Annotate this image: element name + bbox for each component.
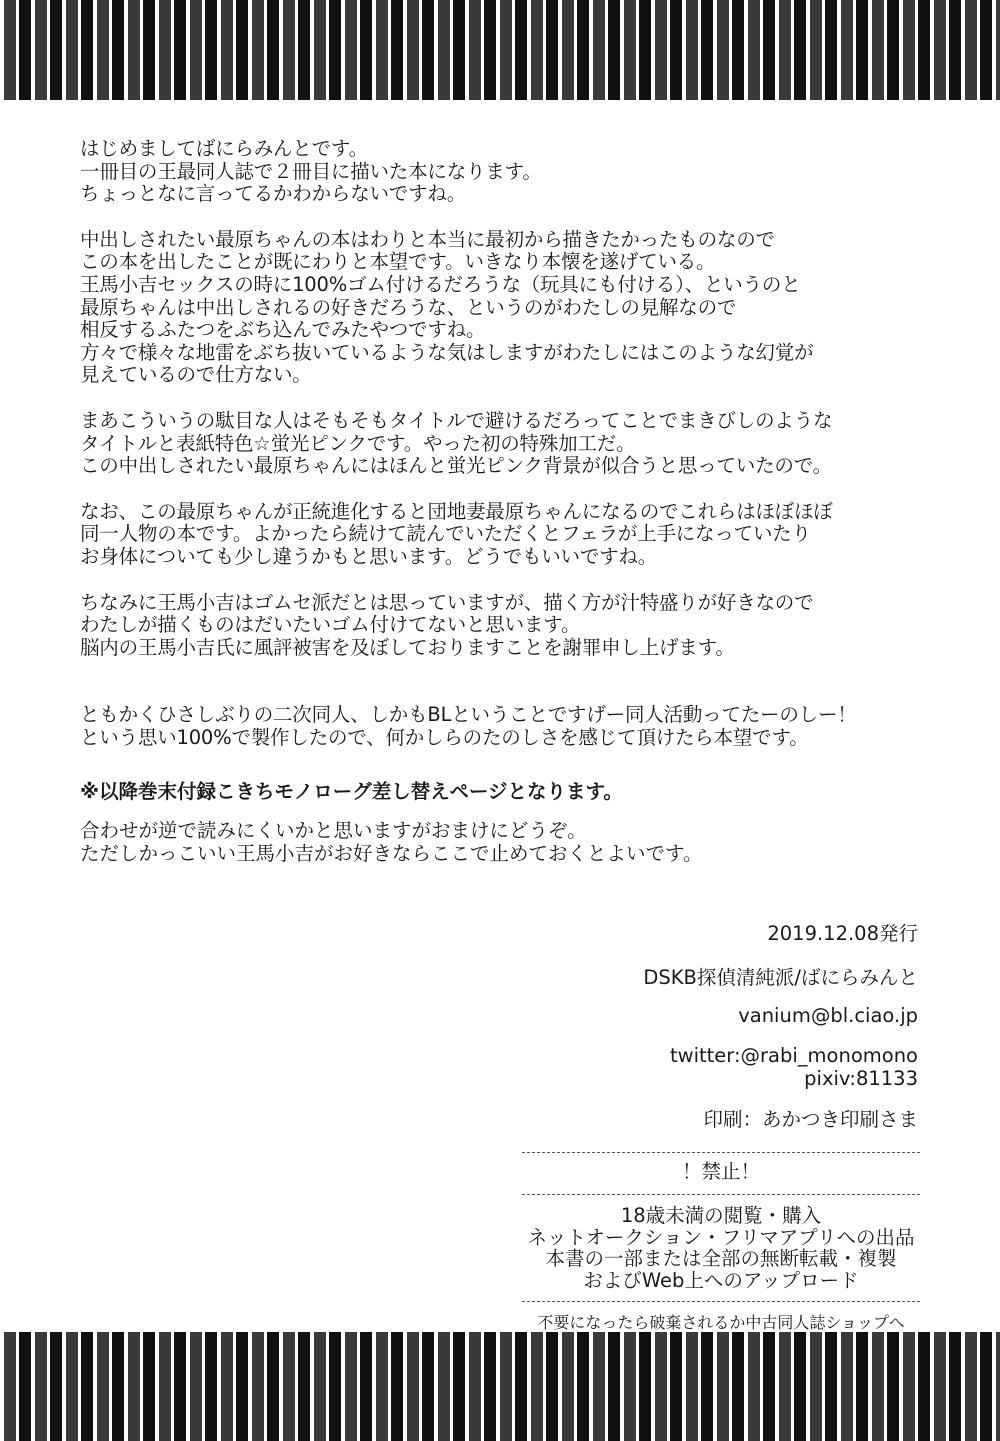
dashed-divider xyxy=(522,1194,920,1195)
text-line: ちなみに王馬小吉はゴムセ派だとは思っていますが、描く方が汁特盛りが好きなので xyxy=(80,590,814,614)
text-line: 合わせが逆で読みにくいかと思いますがおまけにどうぞ。 xyxy=(80,819,587,842)
dashed-divider xyxy=(522,1301,920,1302)
text-line: ただしかっこいい王馬小吉がお好きならここで止めておくとよいです。 xyxy=(80,841,703,865)
top-stripe-border xyxy=(0,0,1000,100)
prohibition-notice xyxy=(522,1152,920,1333)
text-line: わたしが描くものはだいたいゴム付けてないと思います。 xyxy=(80,613,581,637)
list-item: 18歳未満の閲覧・購入 xyxy=(620,1204,822,1227)
bottom-stripe-border xyxy=(0,1332,1000,1441)
pixiv-id: pixiv:81133 xyxy=(804,1067,918,1090)
list-item: およびWeb上へのアップロード xyxy=(583,1268,859,1292)
afterword-body xyxy=(80,138,930,772)
prohibition-title: ！禁止！ xyxy=(681,1160,760,1183)
paragraph-motivation xyxy=(80,229,930,387)
text-line: 同一人物の本です。よかったら続けて読んでいただくとフェラが上手になっていたり xyxy=(80,522,811,546)
list-item: ネットオークション・フリマアプリへの出品 xyxy=(527,1225,915,1249)
paragraph-cover xyxy=(80,410,930,478)
contact-email: vanium@bl.ciao.jp xyxy=(738,1004,918,1027)
dashed-divider xyxy=(522,1152,920,1153)
text-line: 最原ちゃんは中出しされるの好きだろうな、というのがわたしの見解なので xyxy=(80,295,737,319)
text-line: はじめましてばにらみんとです。 xyxy=(80,137,368,160)
text-line: ともかくひさしぶりの二次同人、しかもBLということですげー同人活動ってたーのしー！ xyxy=(80,703,857,727)
text-line: 王馬小吉セックスの時に100%ゴム付けるだろうな（玩具にも付ける）、というのと xyxy=(80,272,801,296)
paragraph-related xyxy=(80,501,930,569)
text-line: 方々で様々な地雷をぶち抜いているような気はしますがわたしにはこのような幻覚が xyxy=(80,340,814,364)
publication-date: 2019.12.08発行 xyxy=(767,922,918,945)
text-line: なお、この最原ちゃんが正統進化すると団地妻最原ちゃんになるのでこれらはほぼほぼ xyxy=(80,499,833,523)
text-line: 脳内の王馬小吉氏に風評被害を及ぼしておりますことを謝罪申し上げます。 xyxy=(80,635,735,659)
text-line: ちょっとなに言ってるかわからないですね。 xyxy=(80,182,467,206)
printer-credit: 印刷：あかつき印刷さま xyxy=(703,1108,918,1131)
text-line: この本を出したことが既にわりと本望です。いきなり本懐を遂げている。 xyxy=(80,250,716,274)
text-line: タイトルと表紙特色☆蛍光ピンクです。やった初の特殊加工だ。 xyxy=(80,431,636,455)
paragraph-apology xyxy=(80,592,930,660)
text-line: 相反するふたつをぶち込んでみたやつですね。 xyxy=(80,318,486,342)
text-line: お身体についても少し違うかもと思います。どうでもいいですね。 xyxy=(80,544,658,568)
text-line: 一冊目の王最同人誌で２冊目に描いた本になります。 xyxy=(80,159,542,183)
paragraph-intro xyxy=(80,138,930,206)
text-line: 中出しされたい最原ちゃんの本はわりと本当に最初から描きたかったものなので xyxy=(80,227,775,251)
text-line: 見えているので仕方ない。 xyxy=(80,363,312,387)
text-line: という思い100%で製作したので、何かしらのたのしさを感じて頂けたら本望です。 xyxy=(80,725,809,749)
appendix-notice-body xyxy=(80,820,940,865)
twitter-handle: twitter:@rabi_monomono xyxy=(670,1044,918,1067)
text-line: まあこういうの駄目な人はそもそもタイトルで避けるだろってことでまきびしのような xyxy=(80,408,833,432)
prohibition-list xyxy=(522,1205,920,1291)
circle-name: DSKB探偵清純派/ばにらみんと xyxy=(643,966,918,989)
text-line: この中出しされたい最原ちゃんにはほんと蛍光ピンク背景が似合うと思っていたので。 xyxy=(80,454,832,478)
appendix-notice-title: ※以降巻末付録こきちモノローグ差し替えページとなります。 xyxy=(80,780,623,803)
disposal-note: 不要になったら破棄されるか中古同人誌ショップへ xyxy=(537,1313,905,1332)
list-item: 本書の一部または全部の無断転載・複製 xyxy=(545,1247,897,1270)
paragraph-closing xyxy=(80,704,930,749)
